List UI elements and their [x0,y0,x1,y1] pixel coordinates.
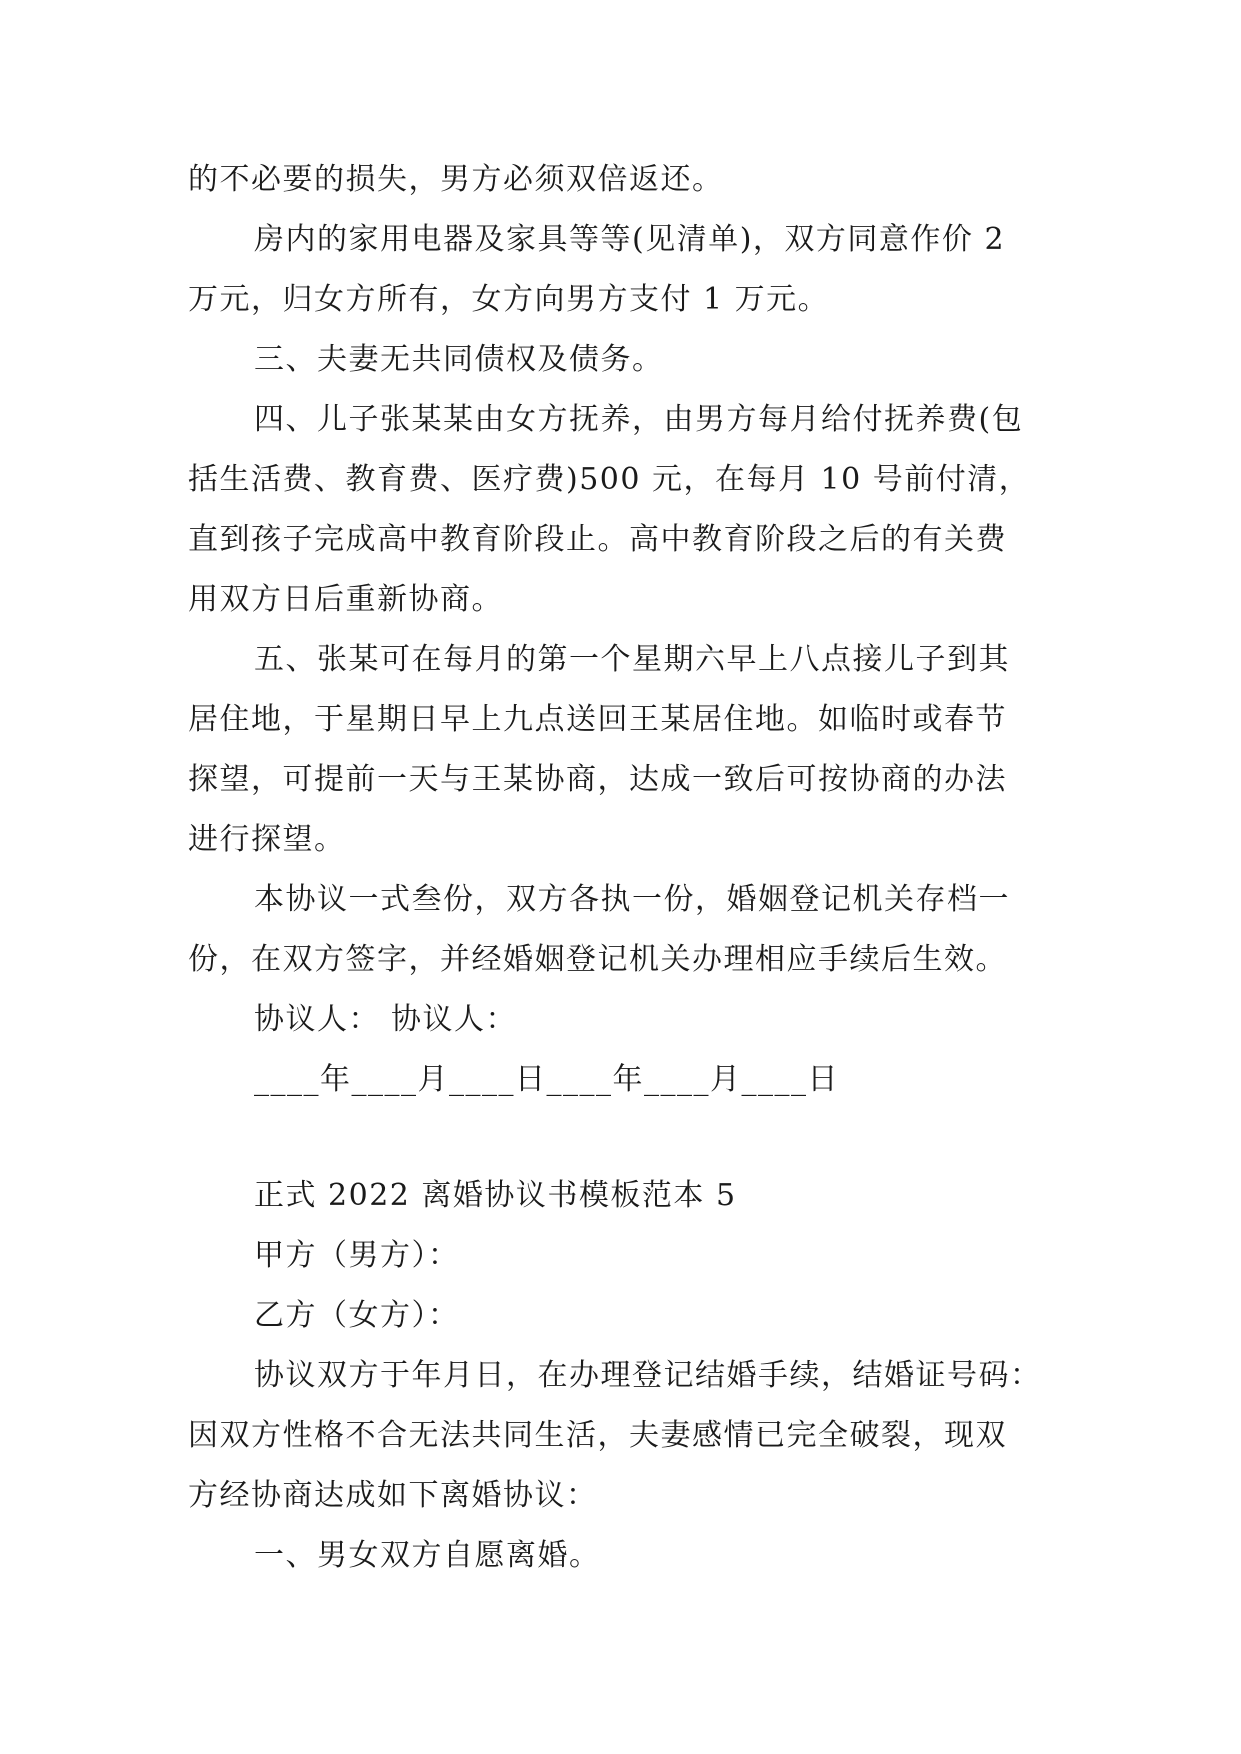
document-body [188,150,1058,1586]
paragraph-line: 份，在双方签字，并经婚姻登记机关办理相应手续后生效。 [188,942,1007,977]
paragraph-line: 三、夫妻无共同债权及债务。 [254,342,664,377]
paragraph-line: 本协议一式叁份，双方各执一份，婚姻登记机关存档一 [254,882,1010,917]
section-title: 正式 2022 离婚协议书模板范本 5 [254,1178,737,1213]
paragraph-line: 的不必要的损失，男方必须双倍返还。 [188,162,724,197]
party-a-line: 甲方（男方）： [254,1238,460,1273]
paragraph-line: 进行探望。 [188,822,346,857]
paragraph-line: 直到孩子完成高中教育阶段止。高中教育阶段之后的有关费 [188,522,1007,557]
party-b-line: 乙方（女方）： [254,1298,460,1333]
paragraph-line: 协议双方于年月日，在办理登记结婚手续，结婚证号码： [254,1358,1042,1393]
date-line: ____年____月____日____年____月____日 [254,1062,839,1097]
paragraph-line: 因双方性格不合无法共同生活，夫妻感情已完全破裂，现双 [188,1418,1007,1453]
paragraph-line: 四、儿子张某某由女方抚养，由男方每月给付抚养费(包 [254,402,1024,437]
paragraph-line: 万元，归女方所有，女方向男方支付 1 万元。 [188,282,830,317]
signature-line: 协议人： 协议人： [254,1002,518,1037]
paragraph-line: 一、男女双方自愿离婚。 [254,1538,601,1573]
paragraph-line: 探望，可提前一天与王某协商，达成一致后可按协商的办法 [188,762,1007,797]
section-gap [188,1110,1058,1166]
paragraph-line: 用双方日后重新协商。 [188,582,503,617]
paragraph-line: 方经协商达成如下离婚协议： [188,1478,598,1513]
paragraph-line: 五、张某可在每月的第一个星期六早上八点接儿子到其 [254,642,1010,677]
paragraph-line: 居住地，于星期日早上九点送回王某居住地。如临时或春节 [188,702,1007,737]
paragraph-line: 房内的家用电器及家具等等(见清单)，双方同意作价 2 [254,222,1006,257]
paragraph-line: 括生活费、教育费、医疗费)500 元，在每月 10 号前付清， [188,462,1031,497]
